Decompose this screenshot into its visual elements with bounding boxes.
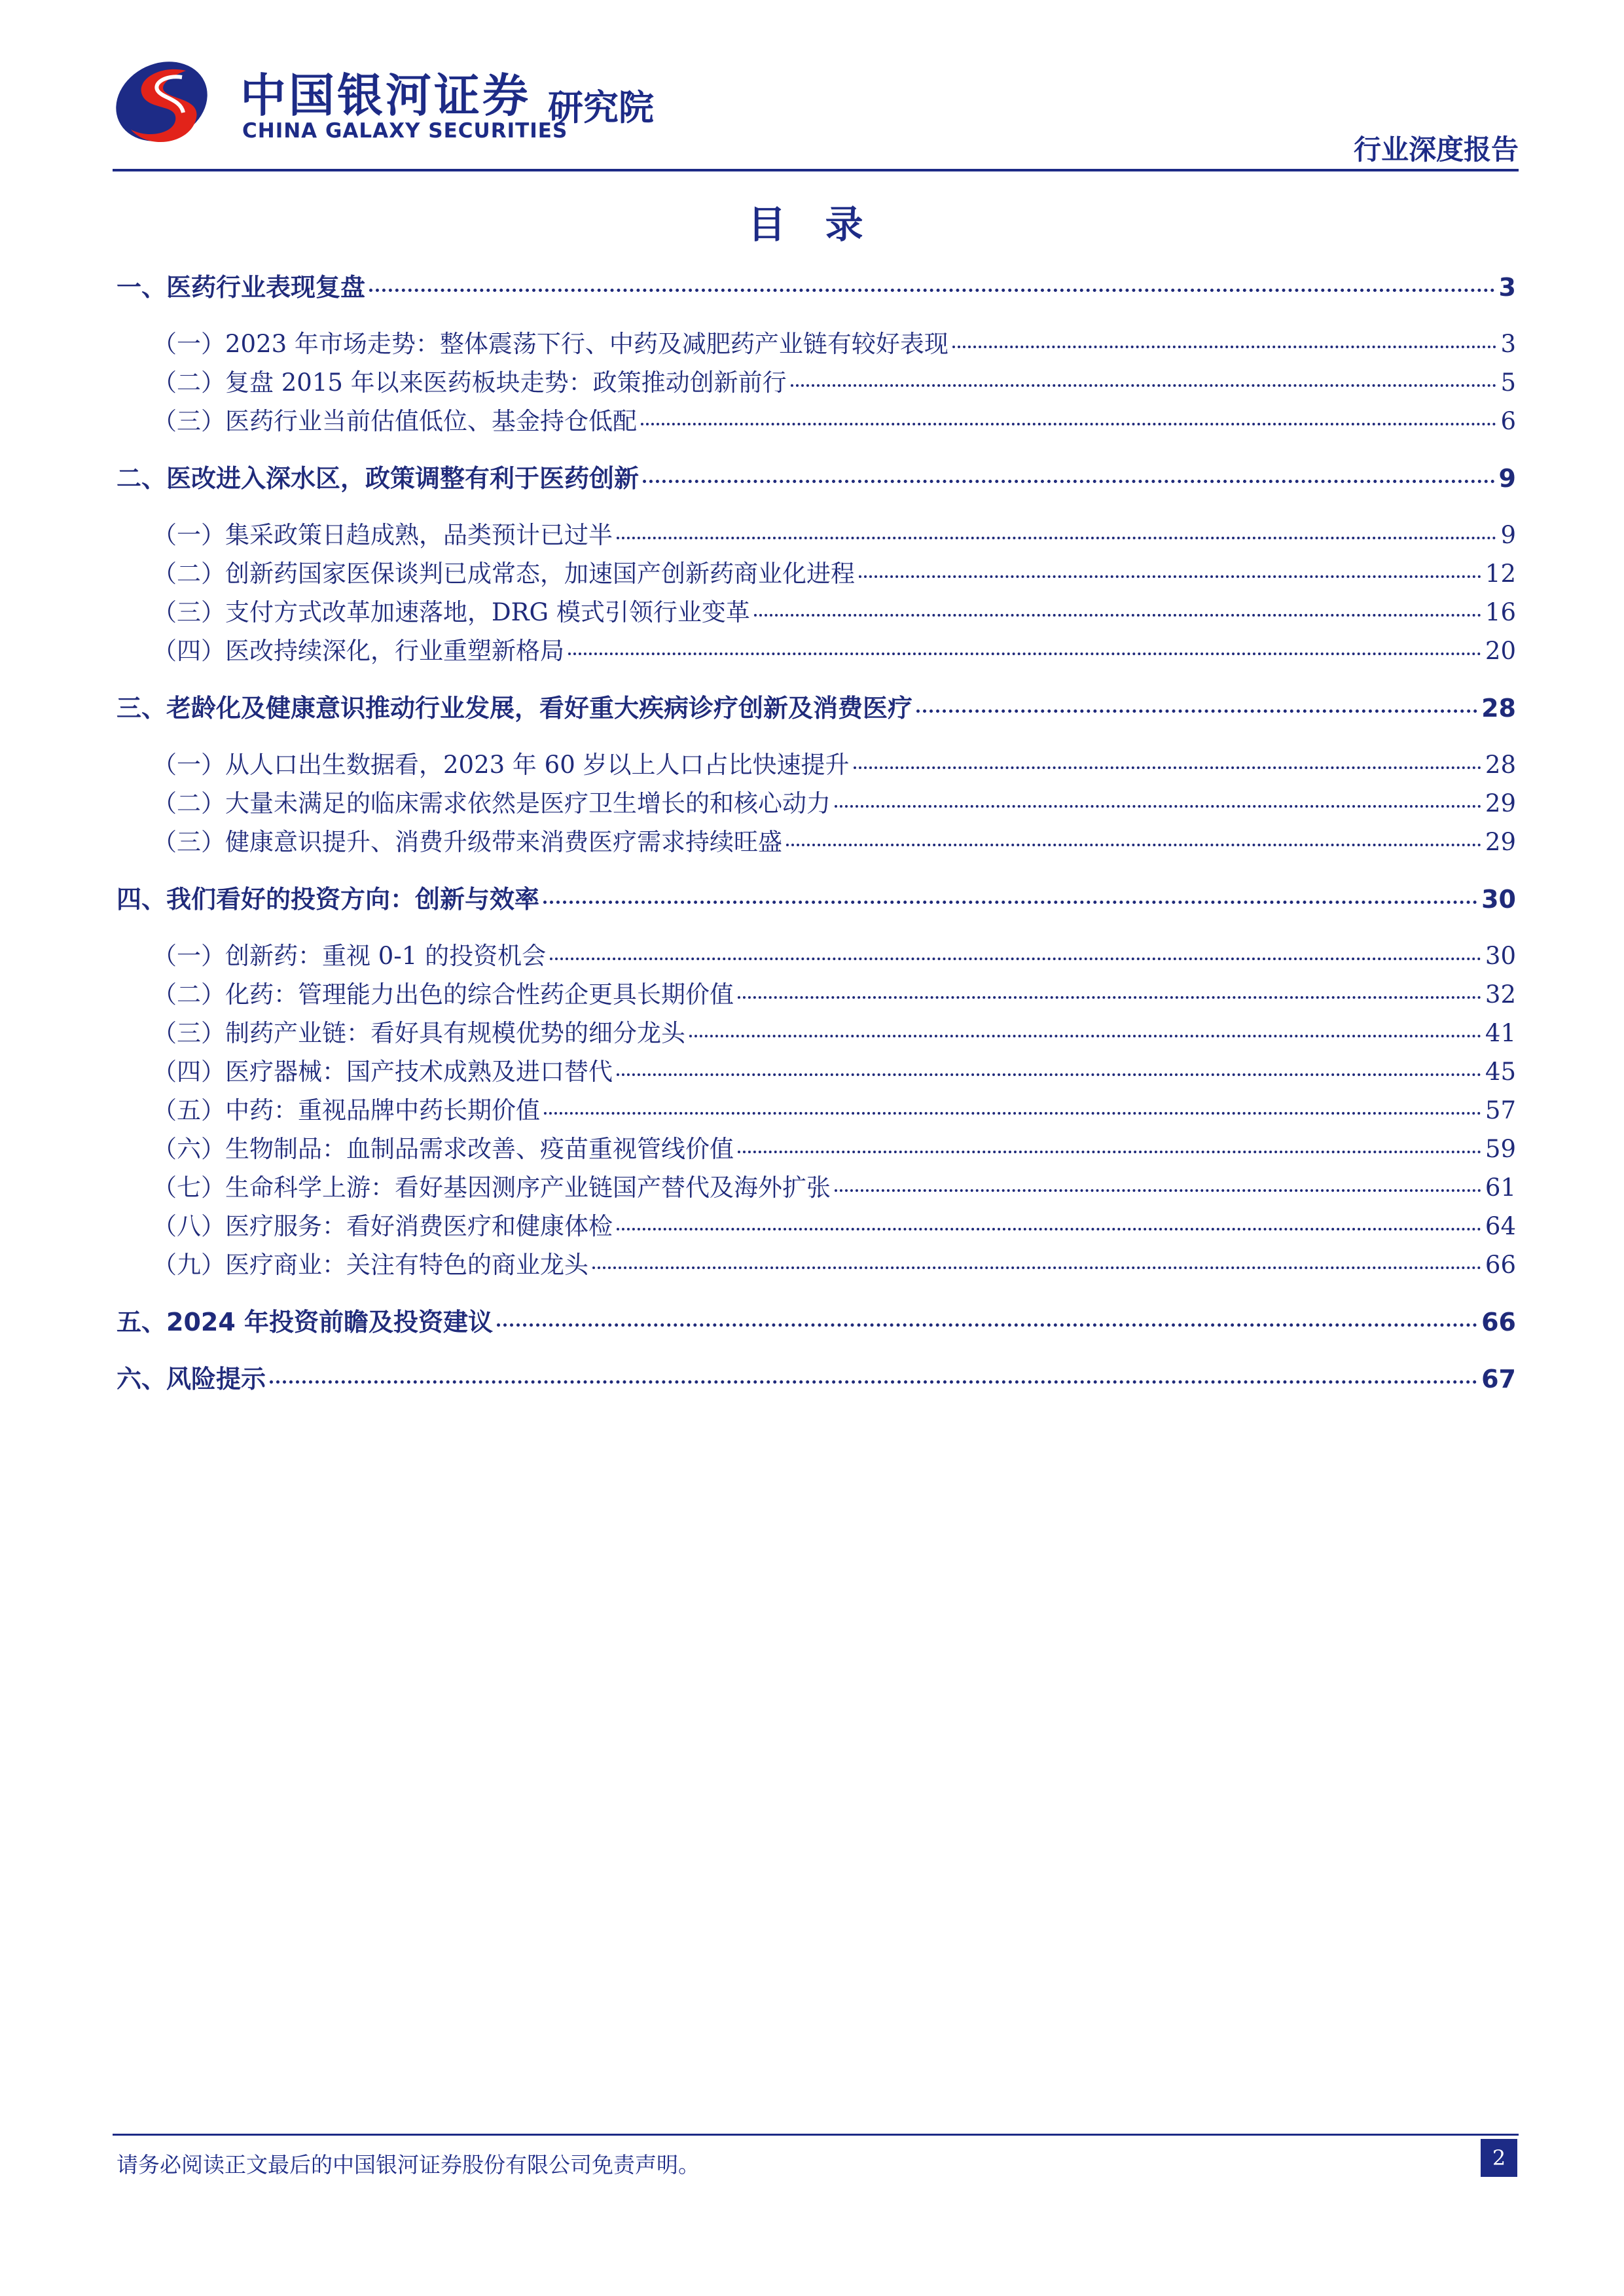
toc-section[interactable] xyxy=(117,458,1516,497)
toc-subsection[interactable] xyxy=(117,401,1516,440)
toc-section-page: 3 xyxy=(1498,273,1516,302)
toc-subsection-label: （二）大量未满足的临床需求依然是医疗卫生增长的和核心动力 xyxy=(153,789,831,817)
toc-subsection-page: 57 xyxy=(1485,1096,1516,1124)
toc-subsection-page: 30 xyxy=(1485,942,1516,970)
toc-section[interactable] xyxy=(117,879,1516,918)
toc-subsection[interactable] xyxy=(117,515,1516,554)
toc-section[interactable] xyxy=(117,688,1516,726)
toc-subsection-label: （一）集采政策日趋成熟，品类预计已过半 xyxy=(153,521,613,549)
toc-leader-dots xyxy=(617,536,1496,539)
toc-subsection-label: （七）生命科学上游：看好基因测序产业链国产替代及海外扩张 xyxy=(153,1174,831,1202)
toc-subsection-page: 3 xyxy=(1500,330,1516,358)
header-divider xyxy=(113,169,1519,171)
page-header xyxy=(113,46,1519,173)
toc-subsection-label: （九）医疗商业：关注有特色的商业龙头 xyxy=(153,1251,588,1279)
toc-subsection-page: 28 xyxy=(1485,751,1516,779)
toc-subsection-page: 20 xyxy=(1485,637,1516,665)
toc-subsection-page: 45 xyxy=(1485,1058,1516,1086)
toc-subsection[interactable] xyxy=(117,592,1516,631)
toc-subsection-label: （二）化药：管理能力出色的综合性药企更具长期价值 xyxy=(153,980,734,1009)
toc-subsection[interactable] xyxy=(117,783,1516,822)
toc-leader-dots xyxy=(592,1266,1481,1269)
toc-subsection[interactable] xyxy=(117,631,1516,670)
toc-subsection[interactable] xyxy=(117,1013,1516,1052)
toc-subsection-page: 9 xyxy=(1500,521,1516,549)
toc-leader-dots xyxy=(835,804,1481,808)
toc-subsection-label: （五）中药：重视品牌中药长期价值 xyxy=(153,1096,540,1124)
toc-leader-dots xyxy=(641,422,1496,425)
toc-leader-dots xyxy=(497,1323,1477,1327)
toc-section-page: 30 xyxy=(1481,885,1516,914)
toc-subsection-page: 6 xyxy=(1500,407,1516,435)
toc-subsection-page: 66 xyxy=(1485,1251,1516,1279)
toc-subsection[interactable] xyxy=(117,1129,1516,1168)
toc-section-page: 9 xyxy=(1498,464,1516,493)
toc-leader-dots xyxy=(786,843,1481,846)
toc-subsection-label: （六）生物制品：血制品需求改善、疫苗重视管线价值 xyxy=(153,1135,734,1163)
toc-leader-dots xyxy=(738,996,1481,999)
toc-subsection[interactable] xyxy=(117,1206,1516,1245)
toc-subsection-page: 29 xyxy=(1485,789,1516,817)
toc-subsection[interactable] xyxy=(117,1245,1516,1283)
toc-section-page: 66 xyxy=(1481,1308,1516,1336)
toc-leader-dots xyxy=(952,345,1497,348)
galaxy-s-logo-icon xyxy=(113,52,211,151)
toc-subsection-page: 29 xyxy=(1485,828,1516,856)
toc-section[interactable] xyxy=(117,1359,1516,1397)
toc-leader-dots xyxy=(754,613,1481,617)
table-of-contents xyxy=(117,267,1516,1397)
toc-section-page: 67 xyxy=(1481,1365,1516,1393)
toc-subsection[interactable] xyxy=(117,975,1516,1013)
toc-subsection[interactable] xyxy=(117,1090,1516,1129)
toc-subsection-label: （二）复盘 2015 年以来医药板块走势：政策推动创新前行 xyxy=(153,368,787,397)
footer-disclaimer: 请务必阅读正文最后的中国银河证券股份有限公司免责声明。 xyxy=(117,2152,700,2178)
toc-section-label: 四、我们看好的投资方向：创新与效率 xyxy=(117,885,540,914)
toc-leader-dots xyxy=(543,900,1477,904)
toc-leader-dots xyxy=(550,957,1481,960)
toc-leader-dots xyxy=(270,1380,1477,1384)
toc-subsection-page: 32 xyxy=(1485,980,1516,1009)
toc-leader-dots xyxy=(916,709,1477,713)
toc-subsection-label: （三）健康意识提升、消费升级带来消费医疗需求持续旺盛 xyxy=(153,828,782,856)
toc-subsection-label: （四）医改持续深化，行业重塑新格局 xyxy=(153,637,564,665)
toc-subsection-page: 61 xyxy=(1485,1174,1516,1202)
toc-section-label: 三、老龄化及健康意识推动行业发展，看好重大疾病诊疗创新及消费医疗 xyxy=(117,694,913,723)
toc-leader-dots xyxy=(835,1189,1481,1192)
toc-leader-dots xyxy=(854,766,1481,769)
brand-name-cn: 中国银河证券 xyxy=(240,69,531,122)
toc-subsection-label: （二）创新药国家医保谈判已成常态，加速国产创新药商业化进程 xyxy=(153,560,855,588)
toc-leader-dots xyxy=(369,288,1495,292)
toc-leader-dots xyxy=(617,1227,1481,1230)
toc-subsection-page: 5 xyxy=(1500,368,1516,397)
toc-section[interactable] xyxy=(117,1302,1516,1340)
toc-section-label: 二、医改进入深水区，政策调整有利于医药创新 xyxy=(117,464,640,493)
toc-subsection-label: （三）支付方式改革加速落地，DRG 模式引领行业变革 xyxy=(153,598,750,626)
toc-subsection-page: 64 xyxy=(1485,1212,1516,1240)
toc-title: 目 录 xyxy=(748,202,876,247)
toc-subsection-label: （三）医药行业当前估值低位、基金持仓低配 xyxy=(153,407,637,435)
toc-subsection[interactable] xyxy=(117,822,1516,861)
toc-subsection-label: （三）制药产业链：看好具有规模优势的细分龙头 xyxy=(153,1019,685,1047)
toc-subsection-label: （八）医疗服务：看好消费医疗和健康体检 xyxy=(153,1212,613,1240)
toc-subsection[interactable] xyxy=(117,936,1516,975)
toc-subsection-page: 12 xyxy=(1485,560,1516,588)
toc-subsection-page: 59 xyxy=(1485,1135,1516,1163)
toc-leader-dots xyxy=(617,1073,1481,1076)
toc-subsection-label: （一）2023 年市场走势：整体震荡下行、中药及减肥药产业链有较好表现 xyxy=(153,330,948,358)
toc-subsection[interactable] xyxy=(117,324,1516,363)
toc-subsection[interactable] xyxy=(117,554,1516,592)
toc-subsection[interactable] xyxy=(117,745,1516,783)
toc-leader-dots xyxy=(859,575,1481,578)
toc-leader-dots xyxy=(738,1150,1481,1153)
toc-subsection[interactable] xyxy=(117,363,1516,401)
report-type: 行业深度报告 xyxy=(1353,134,1519,166)
footer-divider xyxy=(113,2134,1519,2136)
institute-label: 研究院 xyxy=(548,87,654,128)
toc-subsection[interactable] xyxy=(117,1052,1516,1090)
toc-subsection-page: 16 xyxy=(1485,598,1516,626)
toc-leader-dots xyxy=(689,1034,1481,1037)
toc-section-label: 六、风险提示 xyxy=(117,1365,266,1393)
toc-section-page: 28 xyxy=(1481,694,1516,723)
toc-subsection-label: （一）从人口出生数据看，2023 年 60 岁以上人口占比快速提升 xyxy=(153,751,850,779)
toc-subsection-page: 41 xyxy=(1485,1019,1516,1047)
toc-section[interactable] xyxy=(117,267,1516,306)
toc-section-label: 五、2024 年投资前瞻及投资建议 xyxy=(117,1308,493,1336)
toc-subsection-label: （四）医疗器械：国产技术成熟及进口替代 xyxy=(153,1058,613,1086)
toc-subsection-label: （一）创新药：重视 0-1 的投资机会 xyxy=(153,942,547,970)
toc-subsection[interactable] xyxy=(117,1168,1516,1206)
toc-leader-dots xyxy=(568,652,1481,655)
page-number: 2 xyxy=(1481,2139,1517,2177)
toc-leader-dots xyxy=(791,384,1497,387)
toc-leader-dots xyxy=(643,479,1495,483)
toc-leader-dots xyxy=(544,1111,1481,1115)
brand-name-en: CHINA GALAXY SECURITIES xyxy=(242,119,568,143)
toc-section-label: 一、医药行业表现复盘 xyxy=(117,273,366,302)
